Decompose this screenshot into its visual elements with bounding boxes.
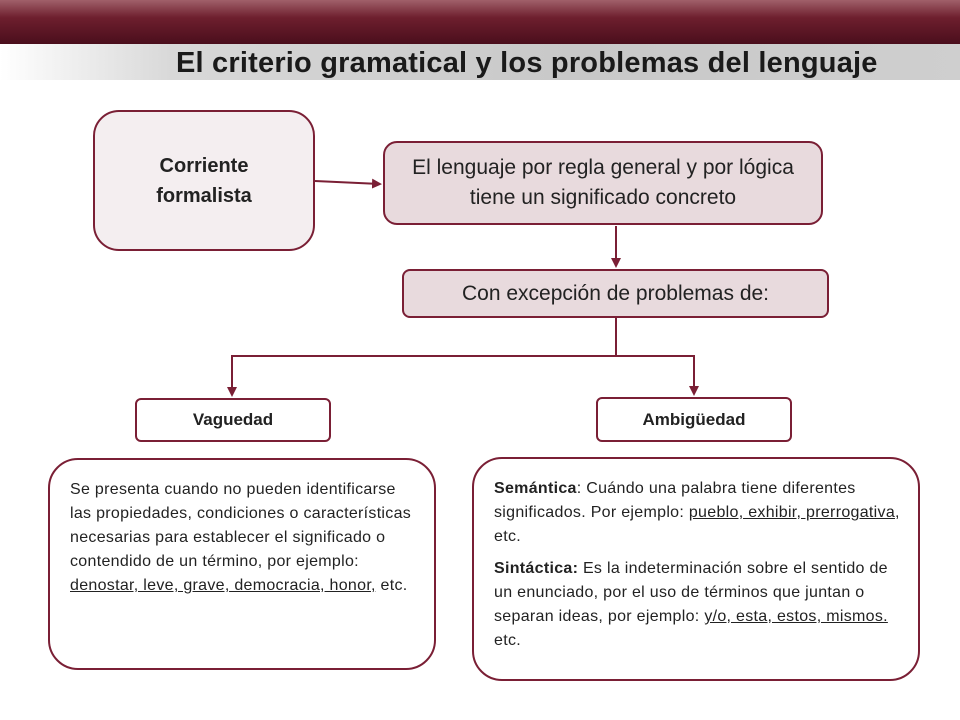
sintactica-text: Es la indeterminación sobre el sentido de un enunciado, por el uso de términos que juntan o separan ideas, por ejemplo: [494,560,888,625]
vaguedad-examples: denostar, leve, grave, democracia, honor, [70,577,376,594]
branch-line [232,318,616,395]
node-label: Ambigüedad [642,409,746,429]
ambiguedad-description [472,457,920,681]
sintactica-examples: y/o, esta, estos, mismos. [704,608,888,625]
semantica-paragraph [494,477,904,549]
sintactica-tail: etc. [494,632,521,649]
vaguedad-tail: etc. [375,577,408,594]
vaguedad-description [48,458,436,670]
sintactica-label: Sintáctica: [494,560,579,577]
node-lenguaje-significado [383,141,823,225]
node-label: Corriente formalista [156,154,252,207]
semantica-text: : Cuándo una palabra tiene diferentes significados. Por ejemplo: [494,480,856,521]
semantica-label: Semántica [494,480,577,497]
vaguedad-text: Se presenta cuando no pueden identificarse las propiedades, condiciones o características necesarias para establecer el significado o contendido de un término, por ejemplo: [70,481,412,570]
node-ambiguedad [596,397,792,442]
node-excepcion [402,269,829,318]
node-corriente-formalista [93,110,315,251]
semantica-tail: , etc. [494,504,900,545]
semantica-examples: pueblo, exhibir, prerrogativa [688,504,896,521]
slide-title: El criterio gramatical y los problemas del lenguaje [176,47,878,79]
node-label: Vaguedad [192,410,274,429]
node-label: El lenguaje por regla general y por lógica tiene un significado concreto [412,156,794,209]
arrow-formalista-to-lenguaje [315,181,380,184]
branch-line-right [616,356,694,394]
node-vaguedad [135,398,331,442]
sintactica-paragraph [494,557,904,653]
node-label: Con excepción de problemas de: [461,281,770,305]
